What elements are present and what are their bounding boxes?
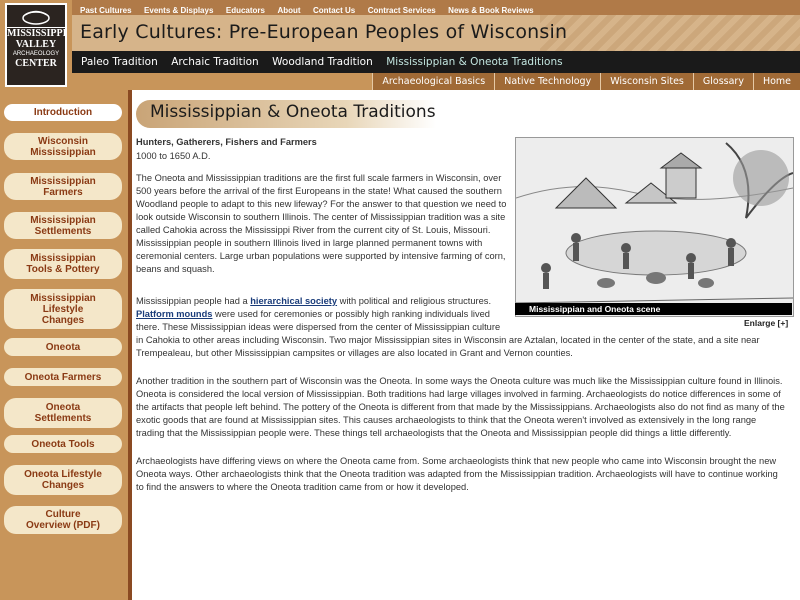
topnav-past-cultures[interactable]: Past Cultures <box>80 6 132 15</box>
logo-area <box>0 0 72 90</box>
paragraph-1-line: 500 years before the arrival of the first Europeans in the state! What caused the southern <box>136 186 502 196</box>
paragraph-1-line: Woodland people to adapt to this new lifeway? For the answer to that question we need to <box>136 199 507 209</box>
topic-home[interactable]: Home <box>753 73 800 90</box>
banner-title: Early Cultures: Pre-European Peoples of Wisconsin <box>80 21 568 43</box>
banner-pattern <box>540 15 800 51</box>
paragraph-1 <box>136 172 512 276</box>
sidebar-item-wisconsin-mississippian[interactable]: Wisconsin Mississippian <box>4 133 122 160</box>
paragraph-1-line: look outside Wisconsin to southern Illinois. The center of Mississippian tradition was a site <box>136 212 506 222</box>
tradition-nav <box>72 51 800 73</box>
paragraph-4-line: Archaeologists have differing views on where the Oneota came from. Some archaeologists think that new people who came into Wisconsin brought the new <box>136 456 777 466</box>
topic-wisconsin-sites[interactable]: Wisconsin Sites <box>600 73 693 90</box>
topnav-contact-us[interactable]: Contact Us <box>313 6 356 15</box>
paragraph-1-line: Mississippian people in southern Illinois lived in large planned permanent towns with <box>136 238 483 248</box>
sidebar-item-oneota-tools[interactable]: Oneota Tools <box>4 435 122 453</box>
logo-text-4: CENTER <box>15 58 57 69</box>
p2-text: with political and religious structures. <box>337 296 492 306</box>
topic-native-technology[interactable]: Native Technology <box>494 73 600 90</box>
topic-archaeological-basics[interactable]: Archaeological Basics <box>372 73 494 90</box>
paragraph-4-line: to find the answers to where the Oneota tradition came from or how it developed. <box>136 482 469 492</box>
sidebar-divider <box>128 90 132 600</box>
platform-mounds-link[interactable]: Platform mounds <box>136 309 213 319</box>
sidebar-item-mississippian-lifestyle-changes[interactable]: Mississippian Lifestyle Changes <box>4 289 122 329</box>
logo-text-1: MISSISSIPPI <box>7 28 67 39</box>
site-banner <box>72 15 800 51</box>
paragraph-1-line: ceremonial centers. Large urban populations were supported by intensive farming of corn, <box>136 251 506 261</box>
top-utility-nav <box>72 0 800 15</box>
mississippian-scene-image[interactable] <box>515 137 794 317</box>
paragraph-4-line: Oneota ways. Other archaeologists think that the Oneota tradition was adapted from the Mississippian tradition. Archaeologists will have to continue working <box>136 469 778 479</box>
sidebar-item-culture-overview-pdf[interactable]: Culture Overview (PDF) <box>4 506 122 534</box>
tab-archaic-tradition[interactable]: Archaic Tradition <box>171 56 259 68</box>
paragraph-3-line: exotic goods that are found at Mississippian sites. This causes archaeologists to think that the Oneota weren't involved as extensively in the long range <box>136 415 757 425</box>
village-scene-illustration-icon <box>516 138 793 316</box>
site-logo[interactable] <box>5 3 67 87</box>
paragraph-3 <box>136 375 796 440</box>
paragraph-3-line: Another tradition in the southern part of Wisconsin was the Oneota. In some ways the Oneota culture was much like the Mississippian culture found in Illinois. <box>136 376 783 386</box>
p2-text: there. These Mississippian ideas were dispersed from the center of Mississippian culture <box>136 322 501 332</box>
topnav-about[interactable]: About <box>277 6 301 15</box>
logo-text-2: VALLEY <box>15 39 57 50</box>
p2-text: in Cahokia to other areas including Wisconsin. Two major Mississippian sites in Wisconsin are Aztalan, located in the center of the state, and a site near <box>136 335 760 345</box>
topnav-educators[interactable]: Educators <box>225 6 265 15</box>
sidebar-item-oneota-lifestyle-changes[interactable]: Oneota Lifestyle Changes <box>4 465 122 495</box>
sidebar-item-oneota-settlements[interactable]: Oneota Settlements <box>4 398 122 428</box>
tab-woodland-tradition[interactable]: Woodland Tradition <box>272 56 373 68</box>
p2-text: Mississippian people had a <box>136 296 251 306</box>
paragraph-3-line: the artifacts that people left behind. The pottery of the Oneota is different from that made by the Mississippians. Archaeologists also do not find as many of the <box>136 402 785 412</box>
topic-nav <box>72 73 800 90</box>
p2-text: Trempealeau, but other Mississippian campsites or villages are also located in Grant and Vernon counties. <box>136 348 573 358</box>
pot-emblem-icon <box>7 5 65 28</box>
page-title-area <box>136 96 800 128</box>
paragraph-3-line: trading that the Mississippian people were. These things tell archaeologists that the Oneota and Mississippian people did things a little differently. <box>136 428 732 438</box>
paragraph-3-line: Oneota is considered the local version of Mississippian. Both traditions had large villages involved in farming. Archaeologists do notice differences in some of <box>136 389 781 399</box>
page-title: Mississippian & Oneota Traditions <box>150 102 436 122</box>
paragraph-1-line: The Oneota and Mississippian traditions are the first full scale farmers in Wisconsin, over <box>136 173 502 183</box>
sidebar-item-oneota[interactable]: Oneota <box>4 338 122 356</box>
logo-text-3: ARCHAEOLOGY <box>12 51 60 57</box>
paragraph-4 <box>136 455 796 494</box>
topic-glossary[interactable]: Glossary <box>693 73 753 90</box>
sidebar-nav <box>0 90 128 600</box>
paragraph-1-line: beans and squash. <box>136 264 215 274</box>
topnav-events-displays[interactable]: Events & Displays <box>144 6 214 15</box>
tab-paleo-tradition[interactable]: Paleo Tradition <box>81 56 158 68</box>
topnav-news-book-reviews[interactable]: News & Book Reviews <box>448 6 534 15</box>
sidebar-item-introduction[interactable]: Introduction <box>4 104 122 121</box>
topnav-contract-services[interactable]: Contract Services <box>367 6 436 15</box>
image-caption: Mississippian and Oneota scene <box>515 303 792 315</box>
paragraph-1-line: called Cahokia across the Mississippi River from the current city of St. Louis, Missouri. <box>136 225 491 235</box>
sidebar-item-mississippian-farmers[interactable]: Mississippian Farmers <box>4 173 122 200</box>
section-subtitle: Hunters, Gatherers, Fishers and Farmers <box>136 137 317 147</box>
sidebar-item-oneota-farmers[interactable]: Oneota Farmers <box>4 368 122 386</box>
hierarchical-society-link[interactable]: hierarchical society <box>250 296 338 306</box>
tab-mississippian-oneota[interactable]: Mississippian & Oneota Traditions <box>386 56 563 68</box>
sidebar-item-mississippian-tools-pottery[interactable]: Mississippian Tools & Pottery <box>4 249 122 279</box>
p2-text: were used for ceremonies or possibly high ranking individuals lived <box>212 309 490 319</box>
sidebar-item-mississippian-settlements[interactable]: Mississippian Settlements <box>4 212 122 239</box>
enlarge-image-link[interactable]: Enlarge [+] <box>744 318 789 328</box>
date-range: 1000 to 1650 A.D. <box>136 151 211 161</box>
